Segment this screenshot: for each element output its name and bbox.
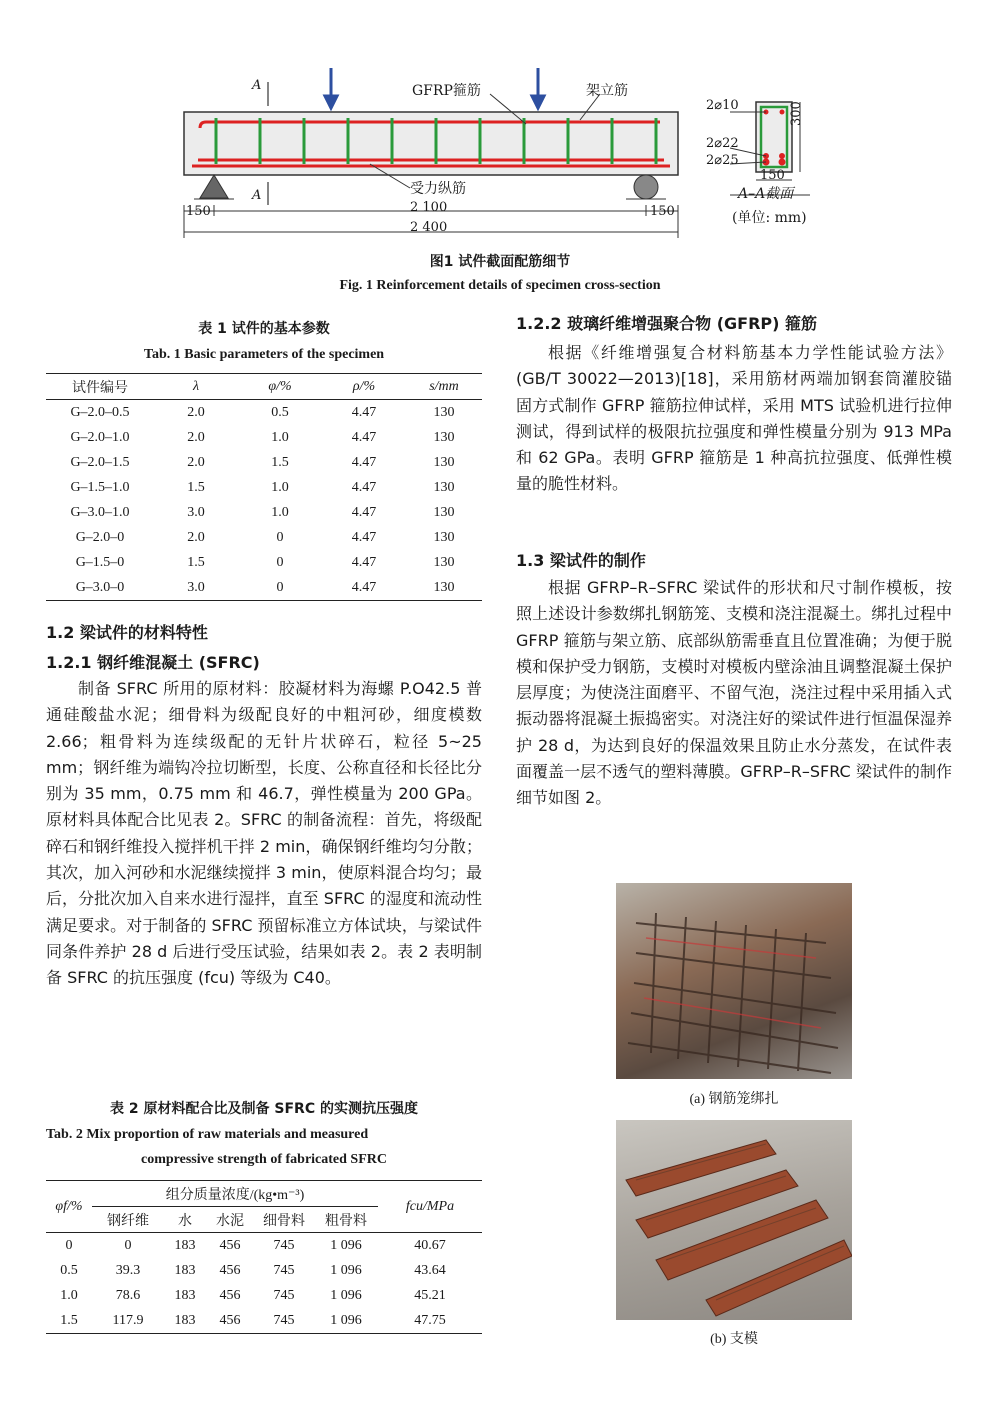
figure-1-caption-en: Fig. 1 Reinforcement details of specimen cross-section xyxy=(339,278,661,293)
heading-1-2-2: 1.2.2 玻璃纤维增强聚合物 (GFRP) 箍筋 xyxy=(516,314,818,333)
label-a-top: A xyxy=(252,78,262,93)
table-cell: 0 xyxy=(276,554,284,570)
table-cell: 4.47 xyxy=(322,575,406,601)
table-2-title-en-2: compressive strength of fabricated SFRC xyxy=(140,1152,387,1167)
dim-150-left: 150 xyxy=(186,204,211,219)
table-1-row xyxy=(46,450,482,475)
figure-2b-caption: (b) 支模 xyxy=(710,1332,758,1347)
t2-header-phi: φf/% xyxy=(46,1181,92,1233)
table-cell: 1.0 xyxy=(271,479,289,495)
table-cell: 745 xyxy=(273,1262,295,1278)
table-cell: 130 xyxy=(433,429,455,445)
t2-header-fcu: fcu/MPa xyxy=(378,1181,482,1233)
table-1-row xyxy=(46,400,482,426)
table-cell: 4.47 xyxy=(351,454,377,470)
table-1-body xyxy=(46,400,482,601)
table-cell: G–2.0–0.5 xyxy=(70,404,130,420)
table-cell: 4.47 xyxy=(351,479,377,495)
table-cell: 456 xyxy=(219,1262,241,1278)
table-cell: 130 xyxy=(433,504,455,520)
table-cell: 130 xyxy=(433,404,455,420)
table-cell: G–2.0–0 xyxy=(75,529,125,545)
section-unit: (单位: mm) xyxy=(732,210,807,226)
table-cell: 117.9 xyxy=(92,1308,164,1334)
table-cell: 4.47 xyxy=(351,554,377,570)
table-2-row xyxy=(46,1283,482,1308)
section-height-dim: 300 xyxy=(789,101,804,126)
table-cell: 2.0 xyxy=(187,429,205,445)
table-cell: 130 xyxy=(406,575,482,601)
table-2-title-en-1: Tab. 2 Mix proportion of raw materials and measured xyxy=(46,1127,369,1142)
paragraph-1-2-1: 制备 SFRC 所用的原材料：胶凝材料为海螺 P.O42.5 普通硅酸盐水泥；细骨料为级配良好的中粗河砂，细度模数 2.66；粗骨料为连续级配的无针片状碎石，粒径 5~25 mm；钢纤维为端钩冷拉切断型，长度、公称直径和长径比分别为 35 mm，0.75 mm 和 46.7，弹性模量为 200 GPa。原材料具体配合比见表 2。SFRC 的制备流程：首先，将级配碎石和钢纤维投入搅拌机干拌 2 min，确保钢纤维均匀分散；其次，加入河砂和水泥继续搅拌 3 min，使原料混合均匀；最后，分批次加入自来水进行湿拌，直至 SFRC 的湿度和流动性满足要求。对于制备的 SFRC 预留标准立方体试块，与梁试件同条件养护 28 d 后进行受压试验，结果如表 2。表 2 表明制备 SFRC 的抗压强度 (fcu) 等级为 C40。 xyxy=(46,679,482,988)
heading-1-2-1: 1.2.1 钢纤维混凝土 (SFRC) xyxy=(46,653,260,672)
table-cell: 183 xyxy=(174,1287,196,1303)
table-1-row xyxy=(46,575,482,601)
section-width-dim: 150 xyxy=(760,168,785,183)
table-cell: 130 xyxy=(433,554,455,570)
table-cell: 745 xyxy=(273,1237,295,1253)
table-cell: 2.0 xyxy=(187,529,205,545)
table-1 xyxy=(46,373,482,601)
heading-1-3: 1.3 梁试件的制作 xyxy=(516,551,646,570)
table-cell: 183 xyxy=(174,1237,196,1253)
table-cell: 39.3 xyxy=(115,1262,141,1278)
table-cell: 43.64 xyxy=(414,1262,446,1278)
dim-2100: 2 100 xyxy=(410,200,448,215)
table-cell: 0.5 xyxy=(60,1262,78,1278)
table-2-body xyxy=(46,1233,482,1334)
table-1-title-en: Tab. 1 Basic parameters of the specimen xyxy=(143,347,385,362)
table-cell: 40.67 xyxy=(414,1237,446,1253)
table-1-row xyxy=(46,525,482,550)
table-cell: 1.0 xyxy=(271,504,289,520)
table-cell: G–3.0–1.0 xyxy=(70,504,130,520)
table-cell: 0 xyxy=(124,1237,132,1253)
t1-header: 试件编号 xyxy=(46,374,154,400)
table-cell: 1 096 xyxy=(330,1237,362,1253)
roller-support xyxy=(634,175,658,199)
table-cell: G–2.0–1.5 xyxy=(70,454,130,470)
t1-header: ρ/% xyxy=(322,374,406,400)
section-top-bars: 2⌀10 xyxy=(706,98,739,113)
table-cell: 0 xyxy=(238,575,322,601)
table-cell: 4.47 xyxy=(351,529,377,545)
paragraph-1-2-2: 根据《纤维增强复合材料筋基本力学性能试验方法》(GB/T 30022—2013)[18]，采用筋材两端加钢套筒灌胶锚固方式制作 GFRP 箍筋拉伸试样，采用 MTS 试验机进行拉伸测试，得到试样的极限抗拉强度和弹性模量分别为 913 MPa 和 62 GPa。表明 GFRP 箍筋是 1 种高抗拉强度、低弹性模量的脆性材料。 xyxy=(516,343,952,494)
table-cell: G–1.5–0 xyxy=(75,554,125,570)
table-cell: 78.6 xyxy=(115,1287,141,1303)
label-gfrp-stirrup: GFRP箍筋 xyxy=(412,83,481,99)
table-cell: G–3.0–0 xyxy=(46,575,154,601)
table-cell: 47.75 xyxy=(378,1308,482,1334)
table-cell: 0 xyxy=(65,1237,73,1253)
table-2 xyxy=(46,1180,482,1334)
table-2-row xyxy=(46,1308,482,1334)
label-a-bottom: A xyxy=(252,188,262,203)
table-cell: 745 xyxy=(254,1308,314,1334)
table-cell: 1 096 xyxy=(330,1262,362,1278)
table-2-row xyxy=(46,1258,482,1283)
label-longitudinal-bar: 受力纵筋 xyxy=(410,181,466,197)
table-cell: 4.47 xyxy=(351,504,377,520)
rebar-cage-photo xyxy=(616,883,852,1079)
table-cell: 1 096 xyxy=(330,1287,362,1303)
table-cell: 2.0 xyxy=(187,454,205,470)
formwork-photo xyxy=(616,1120,852,1320)
table-cell: 4.47 xyxy=(351,429,377,445)
table-cell: 183 xyxy=(174,1262,196,1278)
table-cell: 45.21 xyxy=(414,1287,446,1303)
t1-header: s/mm xyxy=(406,374,482,400)
paragraph-1-3: 根据 GFRP–R–SFRC 梁试件的形状和尺寸制作模板，按照上述设计参数绑扎钢筋笼、支模和浇注混凝土。绑扎过程中 GFRP 箍筋与架立筋、底部纵筋需垂直且位置准确；为便于脱模和保护受力钢筋，支模时对模板内壁涂油且调整混凝土保护层厚度；为使浇注面磨平、不留气泡，浇注过程中采用插入式振动器将混凝土振捣密实。对浇注好的梁试件进行恒温保湿养护 28 d，为达到良好的保温效果且防止水分蒸发，在试件表面覆盖一层不透气的塑料薄膜。GFRP–R–SFRC 梁试件的制作细节如图 2。 xyxy=(516,578,952,808)
table-cell: 130 xyxy=(433,479,455,495)
table-cell: 1 096 xyxy=(314,1308,378,1334)
table-cell: 0.5 xyxy=(271,404,289,420)
table-2-title-zh: 表 2 原材料配合比及制备 SFRC 的实测抗压强度 xyxy=(110,1101,418,1117)
t1-header: φ/% xyxy=(238,374,322,400)
table-cell: 3.0 xyxy=(187,504,205,520)
t2-header-group: 组分质量浓度/(kg•m⁻³) xyxy=(92,1181,378,1207)
table-cell: 1.0 xyxy=(60,1287,78,1303)
table-cell: 745 xyxy=(273,1287,295,1303)
t2-subheader: 细骨料 xyxy=(254,1207,314,1233)
table-cell: 1.5 xyxy=(187,479,205,495)
table-cell: 183 xyxy=(164,1308,206,1334)
table-cell: 3.0 xyxy=(154,575,238,601)
table-cell: 1.5 xyxy=(46,1308,92,1334)
table-1-row xyxy=(46,425,482,450)
table-cell: 4.47 xyxy=(351,404,377,420)
table-cell: 1.0 xyxy=(271,429,289,445)
table-1-row xyxy=(46,475,482,500)
table-1-row xyxy=(46,500,482,525)
section-title: A–A截面 xyxy=(738,186,794,202)
figure-1-caption-zh: 图1 试件截面配筋细节 xyxy=(429,254,571,270)
section-bottom-bars: 2⌀25 xyxy=(706,153,739,168)
table-cell: 1.5 xyxy=(187,554,205,570)
table-cell: 130 xyxy=(433,454,455,470)
pin-support xyxy=(200,175,228,198)
table-2-row xyxy=(46,1233,482,1259)
table-cell: G–1.5–1.0 xyxy=(70,479,130,495)
figure-2a-caption: (a) 钢筋笼绑扎 xyxy=(689,1092,779,1107)
table-cell: 130 xyxy=(433,529,455,545)
t2-subheader: 水泥 xyxy=(206,1207,254,1233)
t2-subheader: 水 xyxy=(164,1207,206,1233)
table-cell: 456 xyxy=(219,1237,241,1253)
table-cell: 0 xyxy=(276,529,284,545)
section-mid-bars: 2⌀22 xyxy=(706,136,739,151)
table-cell: 2.0 xyxy=(187,404,205,420)
table-1-title-zh: 表 1 试件的基本参数 xyxy=(198,321,330,337)
table-cell: G–2.0–1.0 xyxy=(70,429,130,445)
dim-2400: 2 400 xyxy=(410,220,448,235)
label-erect-bar: 架立筋 xyxy=(586,83,628,99)
table-cell: 456 xyxy=(219,1287,241,1303)
t2-subheader: 粗骨料 xyxy=(314,1207,378,1233)
t2-subheader: 钢纤维 xyxy=(92,1207,164,1233)
table-cell: 1.5 xyxy=(271,454,289,470)
table-cell: 456 xyxy=(206,1308,254,1334)
t1-header: λ xyxy=(154,374,238,400)
table-1-row xyxy=(46,550,482,575)
heading-1-2: 1.2 梁试件的材料特性 xyxy=(46,623,208,642)
dim-150-right: 150 xyxy=(650,204,675,219)
